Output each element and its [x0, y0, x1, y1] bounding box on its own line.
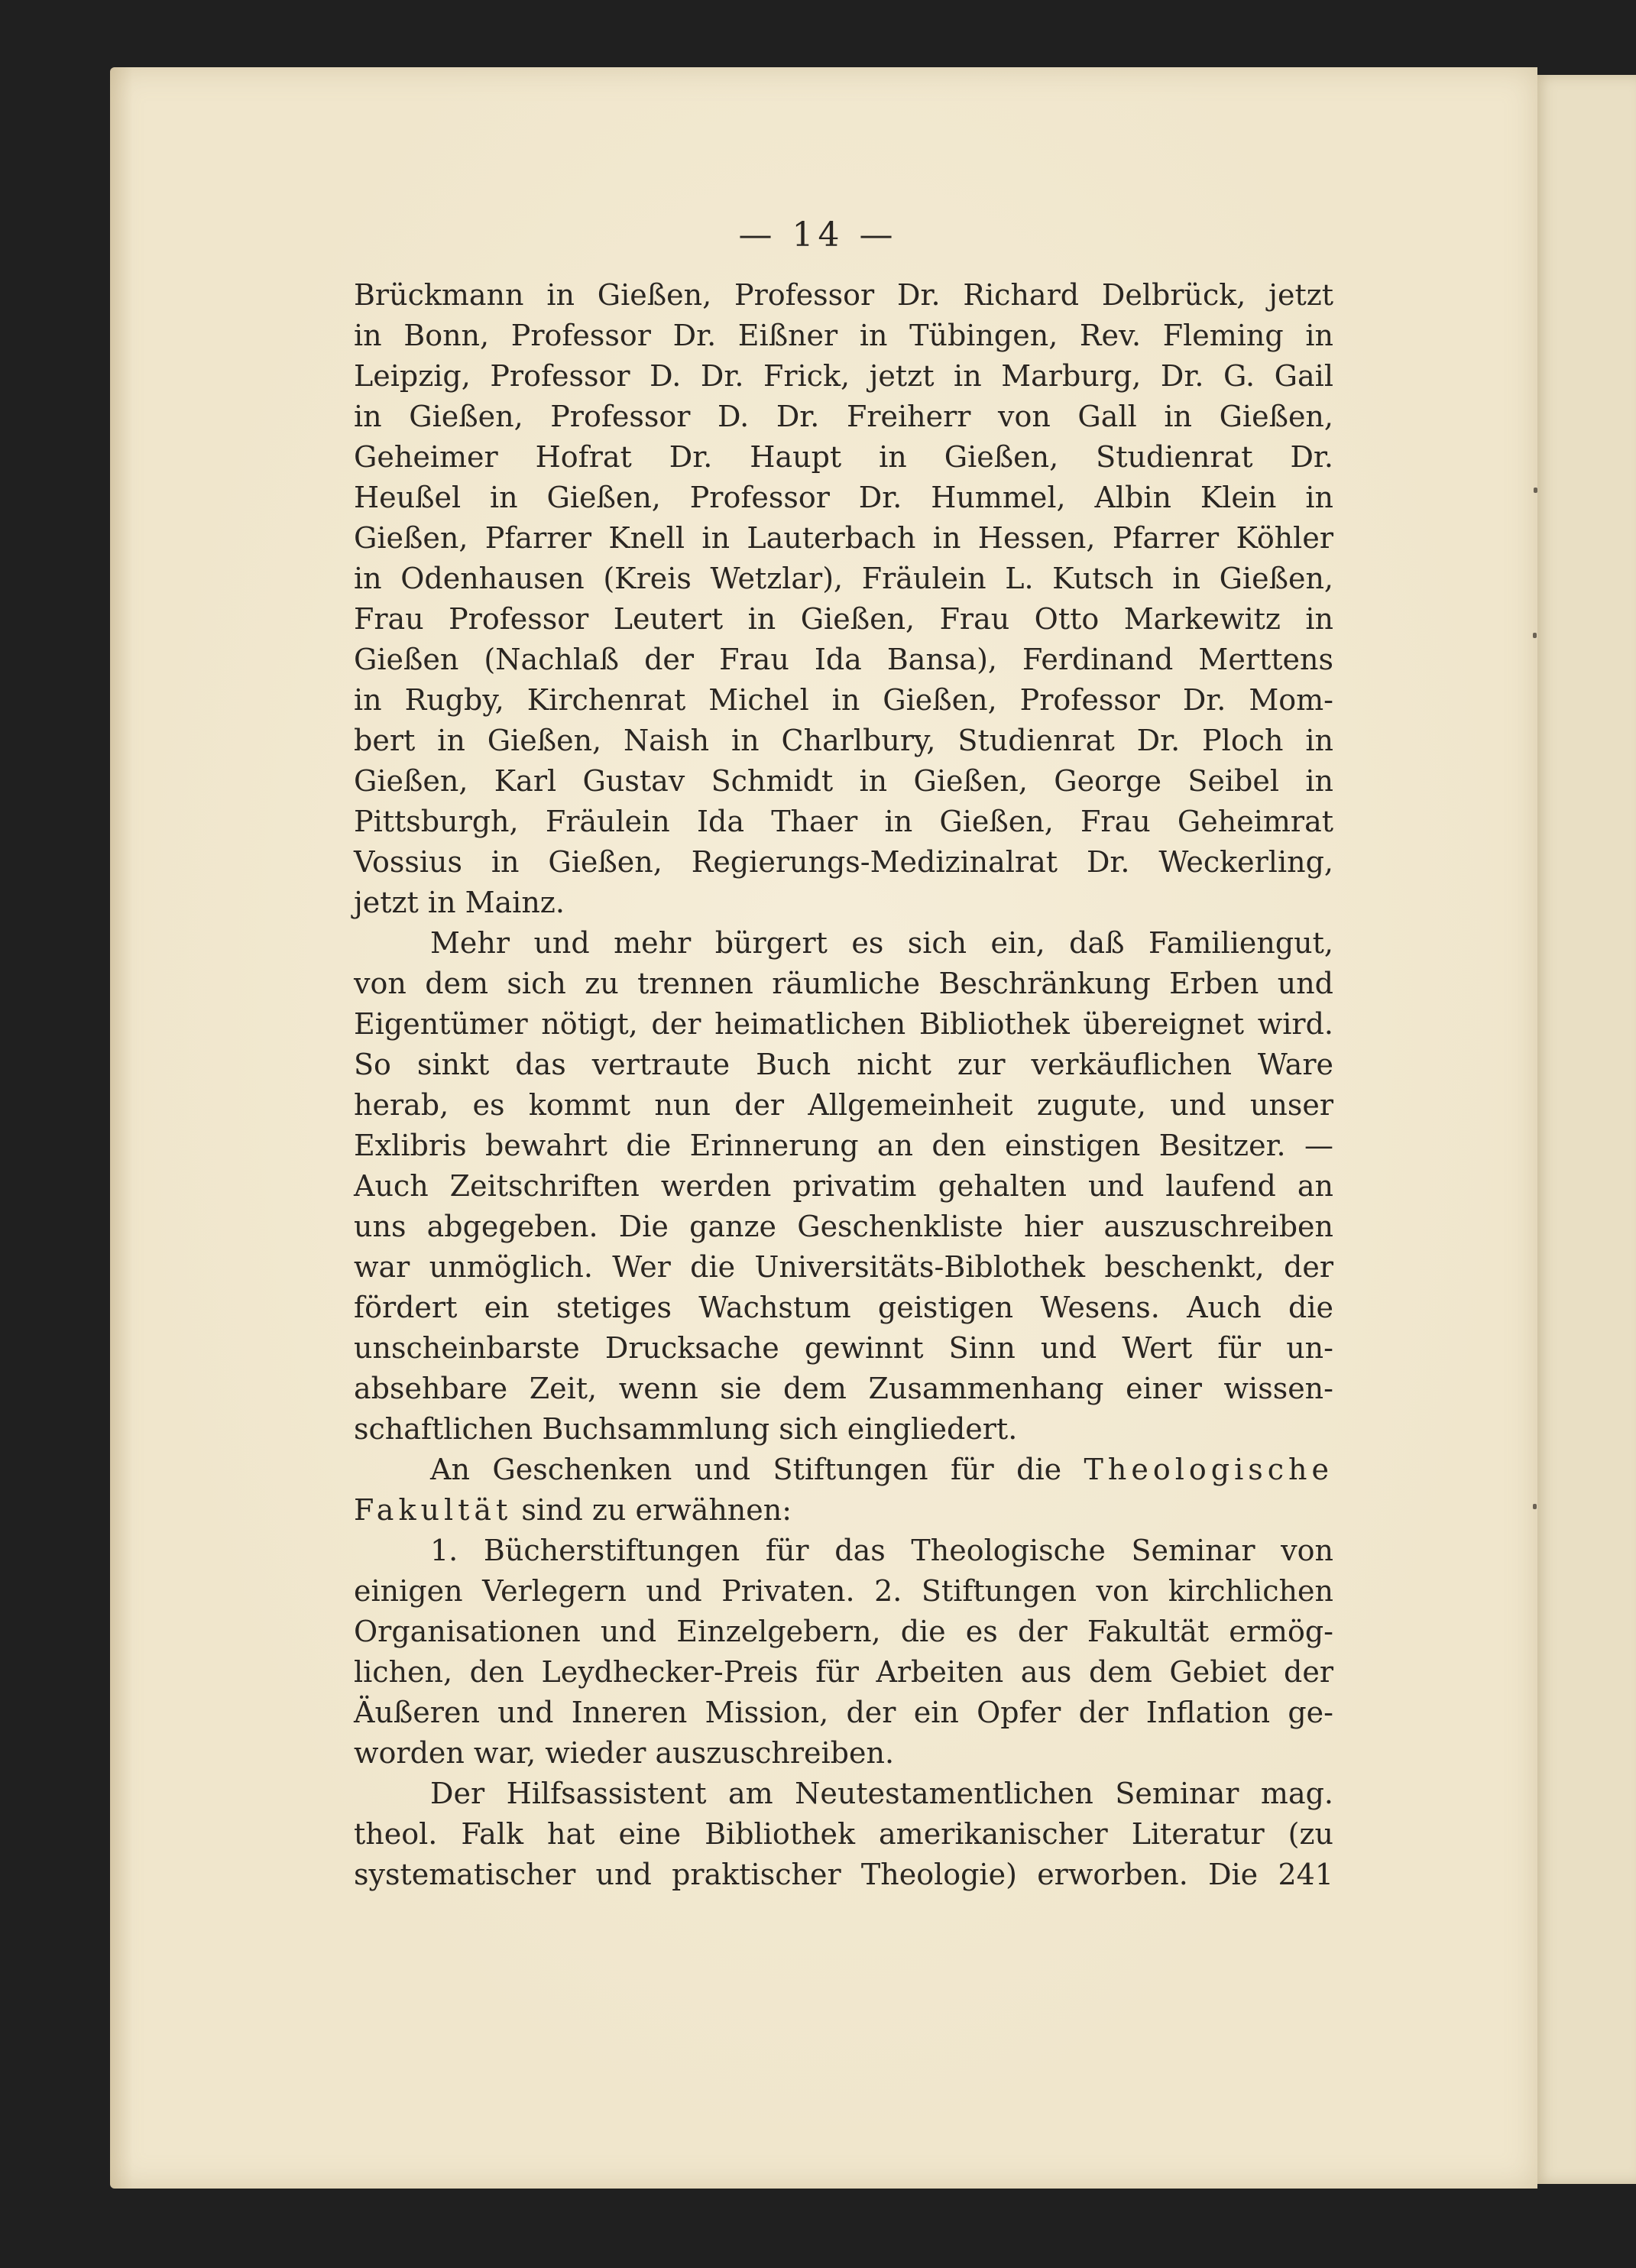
- text-line: worden war, wieder auszuschreiben.: [354, 1736, 895, 1770]
- text-line: unscheinbarste Drucksache gewinnt Sinn und Wert für un-: [354, 1331, 1333, 1365]
- paragraph-theologische-fakultaet: [354, 1450, 1333, 1531]
- text-line: [354, 1490, 1333, 1531]
- text-line: Gießen, Pfarrer Knell in Lauterbach in Hessen, Pfarrer Köhler: [354, 521, 1333, 555]
- text-line: Frau Professor Leutert in Gießen, Frau Otto Markewitz in: [354, 602, 1333, 636]
- text-line: von dem sich zu trennen räumliche Beschränkung Erben und: [354, 967, 1333, 1000]
- text-line: in Gießen, Professor D. Dr. Freiherr von Gall in Gießen,: [354, 400, 1333, 433]
- text-line: einigen Verlegern und Privaten. 2. Stiftungen von kirchlichen: [354, 1574, 1333, 1608]
- margin-speck: [1533, 633, 1537, 638]
- text-line: Gießen (Nachlaß der Frau Ida Bansa), Ferdinand Merttens: [354, 643, 1333, 676]
- text-line: in Rugby, Kirchenrat Michel in Gießen, Professor Dr. Mom-: [354, 683, 1333, 717]
- text-run: An Geschenken und Stiftungen für die: [430, 1453, 1084, 1486]
- margin-speck: [1533, 1504, 1537, 1509]
- paragraph-familiengut: [354, 923, 1333, 1450]
- text-line: bert in Gießen, Naish in Charlbury, Studienrat Dr. Ploch in: [354, 724, 1333, 757]
- text-line: Äußeren und Inneren Mission, der ein Opfer der Inflation ge-: [354, 1696, 1333, 1729]
- paragraph-donor-list: [354, 275, 1333, 923]
- text-line: Eigentümer nötigt, der heimatlichen Bibliothek übereignet wird.: [354, 1007, 1333, 1041]
- margin-speck: [1534, 488, 1537, 493]
- text-line: war unmöglich. Wer die Universitäts-Biblothek beschenkt, der: [354, 1250, 1333, 1284]
- text-line: So sinkt das vertraute Buch nicht zur verkäuflichen Ware: [354, 1048, 1333, 1081]
- paragraph-hilfsassistent: [354, 1774, 1333, 1895]
- text-line: theol. Falk hat eine Bibliothek amerikanischer Literatur (zu: [354, 1817, 1333, 1851]
- next-page-edge: [1531, 75, 1636, 2184]
- text-line: Geheimer Hofrat Dr. Haupt in Gießen, Studienrat Dr.: [354, 440, 1333, 474]
- text-line: systematischer und praktischer Theologie) erworben. Die 241: [354, 1858, 1333, 1891]
- text-line: Vossius in Gießen, Regierungs-Medizinalrat Dr. Weckerling,: [354, 845, 1333, 879]
- text-line: [354, 1450, 1333, 1490]
- text-line: Auch Zeitschriften werden privatim gehalten und laufend an: [354, 1169, 1333, 1203]
- text-line: in Odenhausen (Kreis Wetzlar), Fräulein L. Kutsch in Gießen,: [354, 562, 1333, 595]
- text-line: Organisationen und Einzelgebern, die es der Fakultät ermög-: [354, 1615, 1333, 1648]
- page-number: — 14 —: [738, 215, 898, 254]
- text-line: Heußel in Gießen, Professor Dr. Hummel, Albin Klein in: [354, 481, 1333, 514]
- text-run: sind zu erwähnen:: [512, 1493, 792, 1527]
- text-line: Gießen, Karl Gustav Schmidt in Gießen, George Seibel in: [354, 764, 1333, 798]
- text-line: in Bonn, Professor Dr. Eißner in Tübingen, Rev. Fleming in: [354, 319, 1333, 352]
- text-line: uns abgegeben. Die ganze Geschenkliste hier auszuschreiben: [354, 1210, 1333, 1243]
- paragraph-stiftungen: [354, 1531, 1333, 1774]
- text-line: Mehr und mehr bürgert es sich ein, daß Familiengut,: [430, 926, 1333, 960]
- emphasis-spaced: Fakultät: [354, 1493, 513, 1527]
- text-line: herab, es kommt nun der Allgemeinheit zugute, und unser: [354, 1088, 1333, 1122]
- text-line: Der Hilfsassistent am Neutestamentlichen Seminar mag.: [430, 1777, 1333, 1810]
- text-line: Pittsburgh, Fräulein Ida Thaer in Gießen, Frau Geheimrat: [354, 805, 1333, 838]
- text-line: lichen, den Leydhecker-Preis für Arbeiten aus dem Gebiet der: [354, 1655, 1333, 1689]
- emphasis-spaced: Theologische: [1084, 1453, 1333, 1486]
- body-text: [354, 275, 1333, 1895]
- text-line: jetzt in Mainz.: [354, 886, 565, 919]
- text-line: absehbare Zeit, wenn sie dem Zusammenhang einer wissen-: [354, 1372, 1333, 1405]
- text-line: Leipzig, Professor D. Dr. Frick, jetzt in Marburg, Dr. G. Gail: [354, 359, 1333, 393]
- text-line: Exlibris bewahrt die Erinnerung an den einstigen Besitzer. —: [354, 1129, 1333, 1162]
- text-line: Brückmann in Gießen, Professor Dr. Richard Delbrück, jetzt: [354, 278, 1333, 312]
- text-line: fördert ein stetiges Wachstum geistigen Wesens. Auch die: [354, 1291, 1333, 1324]
- text-line: 1. Bücherstiftungen für das Theologische Seminar von: [430, 1534, 1333, 1567]
- text-line: schaftlichen Buchsammlung sich eingliedert.: [354, 1412, 1018, 1446]
